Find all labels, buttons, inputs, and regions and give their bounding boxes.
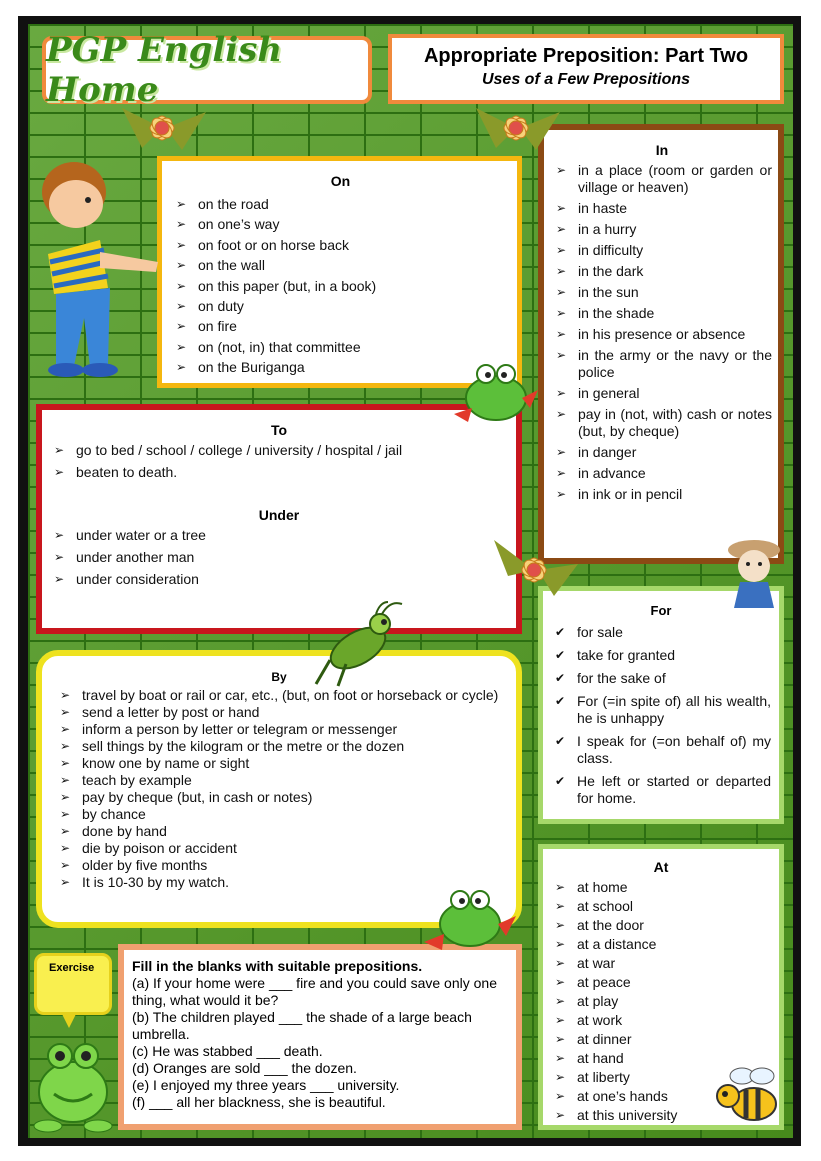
list-item: ➢ at the door [551, 916, 771, 935]
list-item: ➢ in general [552, 385, 772, 402]
list-item: ➢ done by hand [56, 823, 502, 840]
item-list [50, 442, 508, 481]
list-item: ✔ for the sake of [551, 670, 771, 687]
list-item: ➢ under another man [50, 549, 508, 566]
list-item: ➢ in a hurry [552, 221, 772, 238]
exercise-question: (a) If your home were ___ fire and you could save only one thing, what would it be? [132, 975, 497, 1008]
brand-banner [42, 30, 372, 110]
list-item: ➢ beaten to death. [50, 464, 508, 481]
list-item: ➢ under consideration [50, 571, 508, 588]
list-item: ➢ at this university [551, 1106, 771, 1125]
list-item: ➢ in difficulty [552, 242, 772, 259]
exercise-box [118, 944, 522, 1130]
item-list [172, 194, 509, 378]
page-subtitle: Uses of a Few Prepositions [481, 71, 691, 88]
list-item: ✔ for sale [551, 624, 771, 641]
section-heading: By [271, 670, 287, 684]
list-item: ➢ at home [551, 878, 771, 897]
list-item: ➢ It is 10-30 by my watch. [56, 874, 502, 891]
item-list [56, 687, 502, 891]
section-on [157, 156, 522, 388]
exercise-bubble-label: Exercise [49, 962, 95, 974]
list-item: ➢ at dinner [551, 1030, 771, 1049]
list-item: ➢ send a letter by post or hand [56, 704, 502, 721]
frog-icon [30, 1034, 116, 1134]
list-item: ➢ in the sun [552, 284, 772, 301]
list-item: ➢ in advance [552, 465, 772, 482]
list-item: ➢ in the army or the navy or the police [552, 347, 772, 381]
list-item: ➢ on this paper (but, in a book) [172, 276, 509, 296]
list-item: ➢ on (not, in) that committee [172, 337, 509, 357]
list-item: ➢ at liberty [551, 1068, 771, 1087]
list-item: ✔ He left or started or departed for home. [551, 773, 771, 807]
list-item: ➢ on one’s way [172, 214, 509, 234]
item-list [50, 527, 508, 588]
list-item: ➢ under water or a tree [50, 527, 508, 544]
old-man-character-icon [720, 536, 790, 612]
list-item: ➢ in his presence or absence [552, 326, 772, 343]
list-item: ➢ know one by name or sight [56, 755, 502, 772]
list-item: ➢ on the wall [172, 255, 509, 275]
list-item: ➢ sell things by the kilogram or the metre or the dozen [56, 738, 502, 755]
list-item: ➢ at play [551, 992, 771, 1011]
exercise-question: (b) The children played ___ the shade of a large beach umbrella. [132, 1009, 472, 1042]
section-heading: Under [258, 507, 300, 523]
list-item: ➢ at one’s hands [551, 1087, 771, 1106]
list-item: ➢ at work [551, 1011, 771, 1030]
item-list [551, 624, 771, 807]
list-item: ➢ older by five months [56, 857, 502, 874]
exercise-speech-bubble [34, 953, 112, 1015]
list-item: ➢ on foot or on horse back [172, 235, 509, 255]
section-to-under [36, 404, 522, 634]
list-item: ➢ at hand [551, 1049, 771, 1068]
list-item: ➢ at war [551, 954, 771, 973]
list-item: ➢ in the shade [552, 305, 772, 322]
list-item: ➢ go to bed / school / college / university / hospital / jail [50, 442, 508, 459]
frog-icon [446, 360, 546, 430]
list-item: ➢ teach by example [56, 772, 502, 789]
section-in [538, 124, 784, 564]
bee-icon [712, 1064, 786, 1126]
section-heading: On [330, 173, 351, 189]
list-item: ✔ For (=in spite of) all his wealth, he is unhappy [551, 693, 771, 727]
section-heading: At [653, 859, 669, 875]
page-title: Appropriate Preposition: Part Two [423, 45, 749, 67]
grasshopper-icon [310, 600, 406, 690]
brand-title: PGP English Home [46, 30, 283, 110]
list-item: ➢ pay by cheque (but, in cash or notes) [56, 789, 502, 806]
section-for [538, 586, 784, 824]
list-item: ➢ in haste [552, 200, 772, 217]
list-item: ✔ I speak for (=on behalf of) my class. [551, 733, 771, 767]
exercise-question: (f) ___ all her blackness, she is beautiful. [132, 1094, 386, 1110]
list-item: ➢ travel by boat or rail or car, etc., (but, on foot or horseback or cycle) [56, 687, 502, 704]
list-item: ➢ at a distance [551, 935, 771, 954]
title-banner [388, 34, 784, 104]
section-heading: For [650, 603, 672, 618]
list-item: ➢ on fire [172, 316, 509, 336]
exercise-instruction: Fill in the blanks with suitable prepositions. [132, 958, 423, 974]
exercise-question: (c) He was stabbed ___ death. [132, 1043, 323, 1059]
list-item: ➢ in the dark [552, 263, 772, 280]
flower-icon [122, 100, 206, 156]
item-list [552, 162, 772, 503]
list-item: ➢ on the road [172, 194, 509, 214]
list-item: ➢ in danger [552, 444, 772, 461]
section-heading: In [655, 142, 669, 158]
list-item: ➢ in a place (room or garden or village or heaven) [552, 162, 772, 196]
list-item: ➢ at peace [551, 973, 771, 992]
list-item: ➢ pay in (not, with) cash or notes (but, by cheque) [552, 406, 772, 440]
section-heading: To [270, 422, 288, 438]
boy-character-icon [30, 158, 162, 384]
flower-icon [494, 540, 578, 600]
list-item: ➢ on duty [172, 296, 509, 316]
list-item: ✔ take for granted [551, 647, 771, 664]
list-item: ➢ on the Buriganga [172, 357, 509, 377]
frog-icon [420, 886, 520, 956]
flower-icon [476, 100, 560, 156]
list-item: ➢ by chance [56, 806, 502, 823]
list-item: ➢ at school [551, 897, 771, 916]
exercise-question: (e) I enjoyed my three years ___ university. [132, 1077, 400, 1093]
exercise-question: (d) Oranges are sold ___ the dozen. [132, 1060, 357, 1076]
list-item: ➢ in ink or in pencil [552, 486, 772, 503]
list-item: ➢ die by poison or accident [56, 840, 502, 857]
list-item: ➢ inform a person by letter or telegram or messenger [56, 721, 502, 738]
